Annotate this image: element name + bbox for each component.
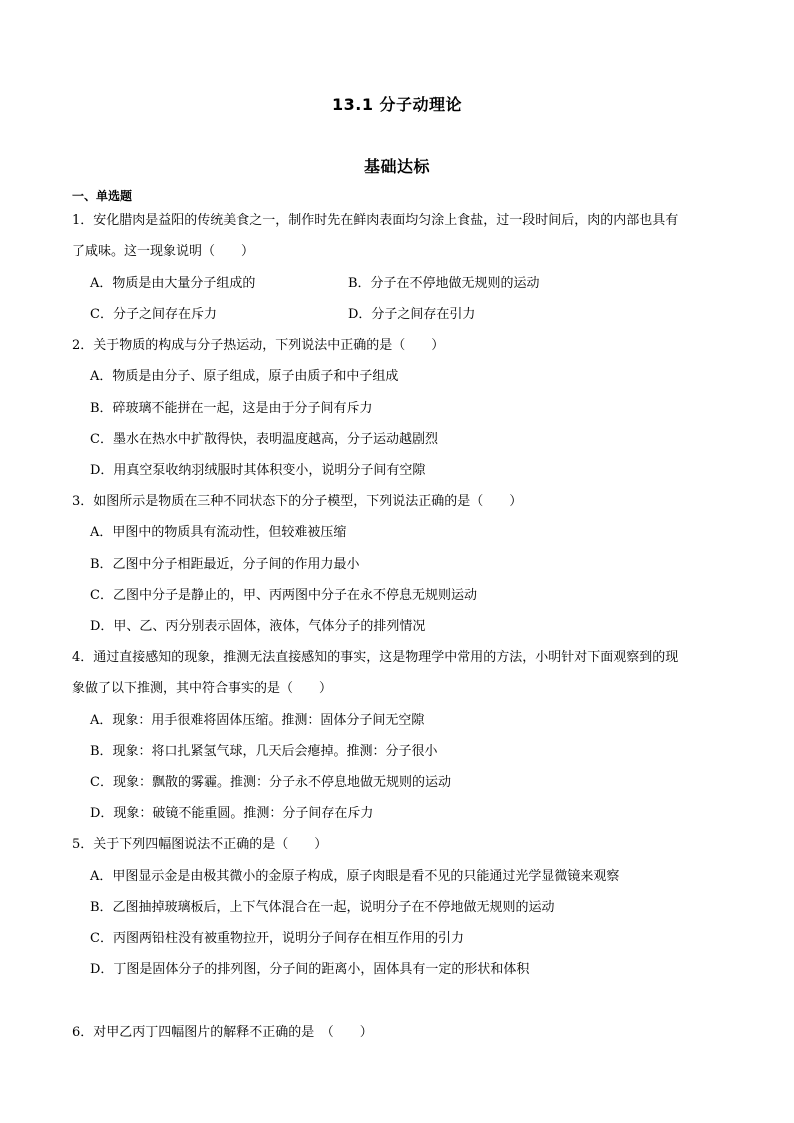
question-4-option-c: C．现象：飘散的雾霾。推测：分子永不停息地做无规则的运动: [90, 775, 451, 790]
question-1-option-c: C．分子之间存在斥力: [90, 307, 217, 322]
question-4-line-2: 象做了以下推测，其中符合事实的是（ ）: [72, 681, 333, 696]
question-3-line-1: 3．如图所示是物质在三种不同状态下的分子模型，下列说法正确的是（ ）: [72, 494, 523, 509]
question-5-line-1: 5．关于下列四幅图说法不正确的是（ ）: [72, 837, 328, 852]
question-4-option-a: A．现象：用手很难将固体压缩。推测：固体分子间无空隙: [90, 713, 425, 728]
section-heading: 一、单选题: [72, 189, 133, 203]
question-2-line-1: 2．关于物质的构成与分子热运动，下列说法中正确的是（ ）: [72, 338, 445, 353]
question-5-option-c: C．丙图两铅柱没有被重物拉开，说明分子间存在相互作用的引力: [90, 931, 464, 946]
document-subtitle: 基础达标: [363, 157, 430, 176]
question-4-option-d: D．现象：破镜不能重圆。推测：分子间存在斥力: [90, 806, 374, 821]
question-1-option-a: A．物质是由大量分子组成的: [90, 276, 256, 291]
question-1-option-d: D．分子之间存在引力: [348, 307, 476, 322]
question-3-option-b: B．乙图中分子相距最近，分子间的作用力最小: [90, 557, 360, 572]
question-1-line-2: 了咸味。这一现象说明（ ）: [72, 244, 255, 259]
question-3-option-c: C．乙图中分子是静止的，甲、丙两图中分子在永不停息无规则运动: [90, 588, 477, 603]
question-3-option-a: A．甲图中的物质具有流动性，但较难被压缩: [90, 525, 347, 540]
question-2-option-a: A．物质是由分子、原子组成，原子由质子和中子组成: [90, 369, 399, 384]
question-1-option-b: B．分子在不停地做无规则的运动: [348, 276, 540, 291]
question-5-option-b: B．乙图抽掉玻璃板后，上下气体混合在一起，说明分子在不停地做无规则的运动: [90, 900, 555, 915]
question-6-line-1: 6．对甲乙丙丁四幅图片的解释不正确的是 （ ）: [72, 1025, 373, 1040]
question-4-line-1: 4．通过直接感知的现象，推测无法直接感知的事实，这是物理学中常用的方法，小明针对下面观察到的现: [72, 650, 679, 665]
question-5-option-a: A．甲图显示金是由极其微小的金原子构成，原子肉眼是看不见的只能通过光学显微镜来观察: [90, 869, 620, 884]
question-5-option-d: D．丁图是固体分子的排列图，分子间的距离小，固体具有一定的形状和体积: [90, 962, 530, 977]
question-4-option-b: B．现象：将口扎紧氢气球，几天后会瘪掉。推测：分子很小: [90, 744, 438, 759]
question-2-option-d: D．用真空泵收纳羽绒服时其体积变小，说明分子间有空隙: [90, 463, 426, 478]
question-2-option-b: B．碎玻璃不能拼在一起，这是由于分子间有斥力: [90, 401, 373, 416]
document-title: 13.1 分子动理论: [331, 95, 463, 114]
question-2-option-c: C．墨水在热水中扩散得快，表明温度越高，分子运动越剧烈: [90, 432, 438, 447]
question-1-line-1: 1．安化腊肉是益阳的传统美食之一，制作时先在鲜肉表面均匀涂上食盐，过一段时间后，肉的内部也具有: [72, 213, 679, 228]
question-3-option-d: D．甲、乙、丙分别表示固体，液体，气体分子的排列情况: [90, 619, 426, 634]
